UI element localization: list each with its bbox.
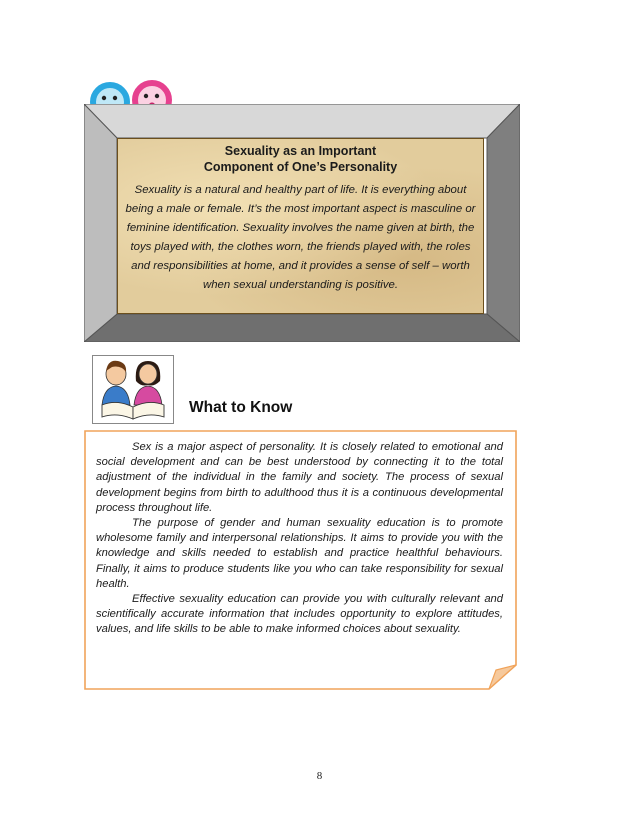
- paragraph-2: The purpose of gender and human sexuality education is to promote wholesome family and interpersonal relationships. It aims to provide you with the knowledge and skills needed to establish and practice healthful behaviours. Finally, it aims to produce students like you who can take responsibility for sexual health.: [96, 517, 503, 590]
- page-number: 8: [316, 770, 323, 782]
- what-to-know-text: [96, 440, 503, 638]
- children-reading-icon: [92, 355, 174, 424]
- box-title: [118, 143, 483, 175]
- parchment-panel: [117, 138, 484, 314]
- framed-info-box: [84, 104, 520, 342]
- note-box: [84, 430, 517, 690]
- paragraph-1: Sex is a major aspect of personality. It is closely related to emotional and social development and can be best understood by connecting it to the total adjustment of the individual in the family and society. The process of sexual development begins from birth to adulthood thus it is a continuous developmental process throughout life.: [96, 441, 503, 514]
- box-title-line2: Component of One’s Personality: [203, 160, 398, 174]
- box-body-text: Sexuality is a natural and healthy part of life. It is everything about being a male or female. It’s the most important aspect is masculine or feminine identification. Sexuality involves the name given at birth, the toys played with, the clothes worn, the friends played with, the roles and responsibilities at home, and it provides a sense of self – worth when sexual understanding is positive.: [125, 184, 476, 291]
- paragraph-3: Effective sexuality education can provide you with culturally relevant and scientifically accurate information that includes opportunity to explore attitudes, values, and life skills to be able to make informed choices about sexuality.: [96, 593, 503, 636]
- section-heading: What to Know: [189, 399, 293, 416]
- box-title-line1: Sexuality as an Important: [224, 144, 377, 158]
